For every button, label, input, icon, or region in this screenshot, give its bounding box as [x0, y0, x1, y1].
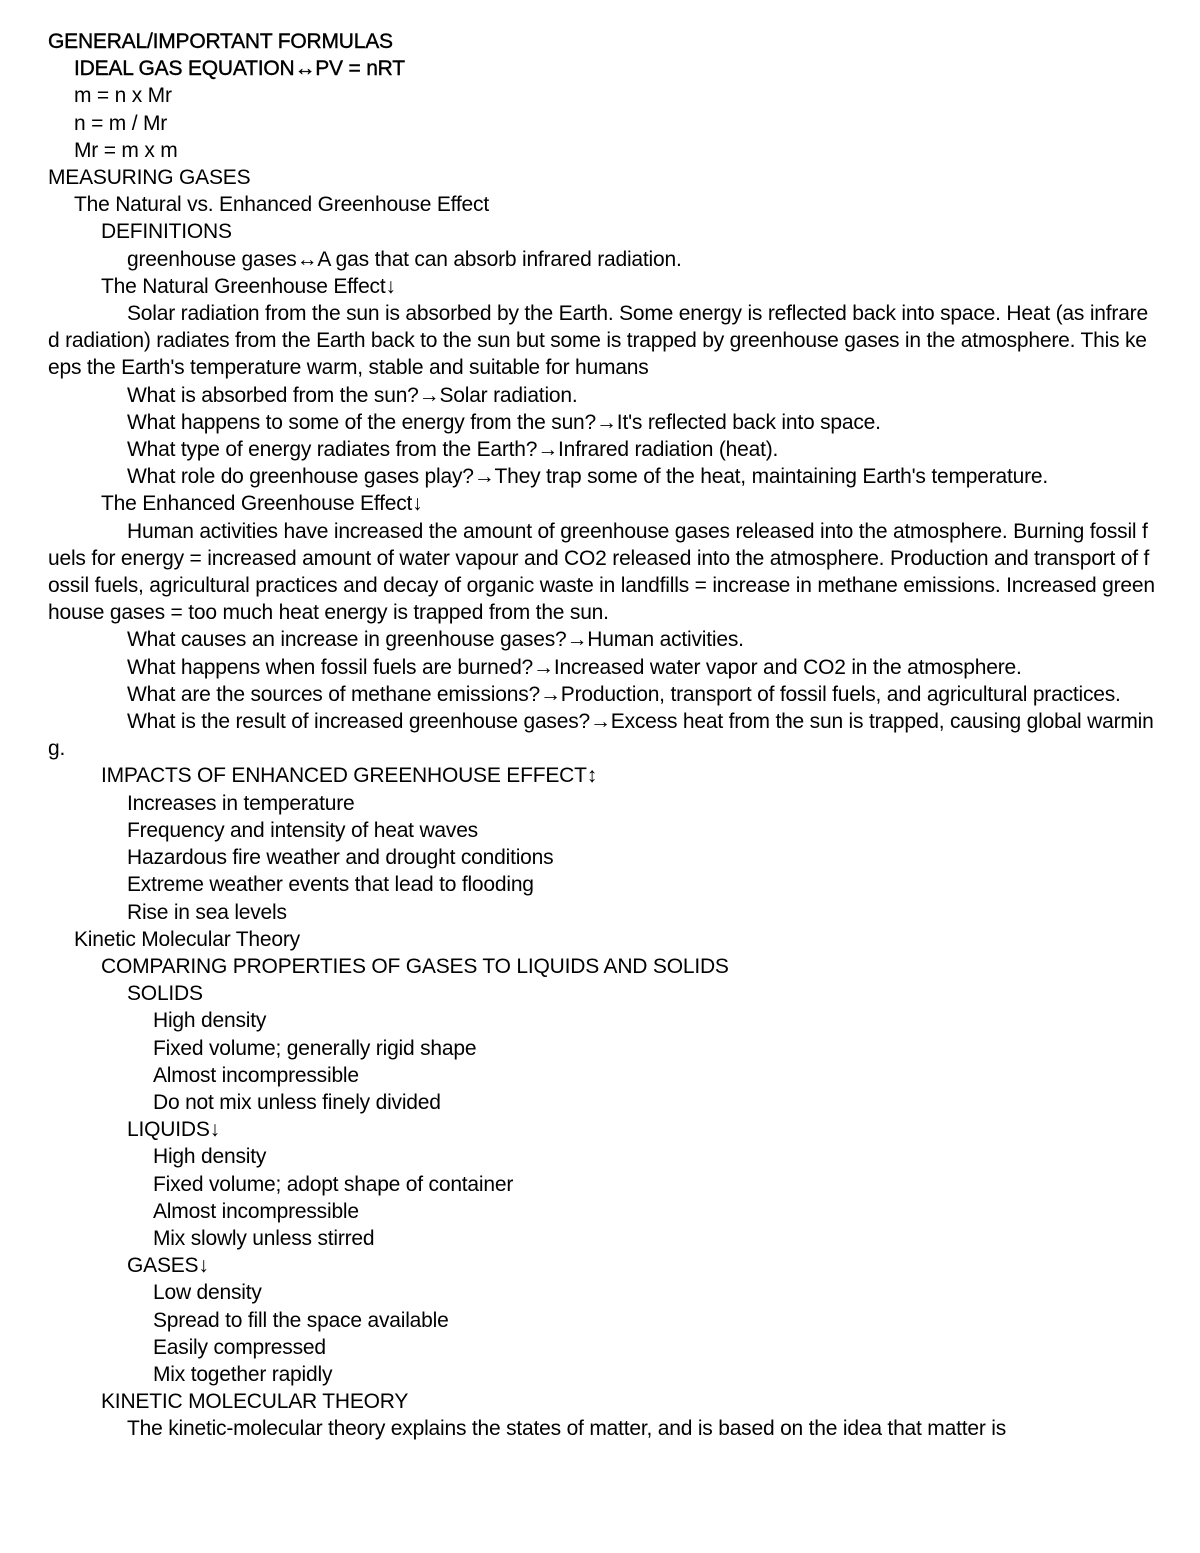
outline-line: Extreme weather events that lead to flooding — [127, 873, 534, 897]
outline-line: n = m / Mr — [74, 111, 168, 135]
outline-line: Frequency and intensity of heat waves — [127, 818, 478, 842]
outline-line: GASES↓ — [127, 1254, 209, 1278]
outline-line: Mix slowly unless stirred — [153, 1226, 375, 1250]
outline-line: Almost incompressible — [153, 1199, 359, 1223]
outline-line: Fixed volume; generally rigid shape — [153, 1036, 477, 1060]
outline-line: Solar radiation from the sun is absorbed by the Earth. Some energy is reflected back into space. Heat (as infrared radiation) radiates from the Earth back to the sun but some is trapped by greenhouse gases in the atmosphere. This keeps the Earth's temperature warm, stable and suitable for humans — [48, 302, 1148, 380]
outline-line: High density — [153, 1009, 267, 1033]
outline-line: Mix together rapidly — [153, 1362, 333, 1386]
outline-line: What happens when fossil fuels are burned?→Increased water vapor and CO2 in the atmosphere. — [127, 655, 1022, 679]
outline-line: Spread to fill the space available — [153, 1308, 449, 1332]
outline-document — [48, 28, 1158, 1443]
outline-line: Mr = m x m — [74, 138, 178, 162]
outline-line: DEFINITIONS — [101, 220, 232, 244]
outline-line: What are the sources of methane emissions?→Production, transport of fossil fuels, and agricultural practices. — [127, 682, 1121, 706]
outline-line: The Enhanced Greenhouse Effect↓ — [101, 492, 423, 516]
outline-line: SOLIDS — [127, 982, 203, 1006]
outline-line: Rise in sea levels — [127, 900, 287, 924]
outline-line: Human activities have increased the amount of greenhouse gases released into the atmosphere. Burning fossil fuels for energy = increased amount of water vapour and CO2 released into the atmosphere. Production and transport of fossil fuels, agricultural practices and decay of organic waste in landfills = increase in methane emissions. Increased greenhouse gases = too much heat energy is trapped from the sun. — [48, 519, 1155, 625]
outline-line: Fixed volume; adopt shape of container — [153, 1172, 514, 1196]
outline-line: greenhouse gases↔A gas that can absorb infrared radiation. — [127, 247, 682, 271]
outline-line: m = n x Mr — [74, 84, 172, 108]
outline-line: Do not mix unless finely divided — [153, 1090, 441, 1114]
outline-line: Kinetic Molecular Theory — [74, 927, 300, 951]
outline-line: LIQUIDS↓ — [127, 1118, 220, 1142]
outline-line: IDEAL GAS EQUATION↔PV = nRT — [74, 57, 405, 81]
outline-line: Increases in temperature — [127, 791, 355, 815]
outline-line: What is absorbed from the sun?→Solar radiation. — [127, 383, 578, 407]
outline-line: Hazardous fire weather and drought conditions — [127, 846, 554, 870]
outline-line: MEASURING GASES — [48, 166, 251, 190]
outline-line: What type of energy radiates from the Earth?→Infrared radiation (heat). — [127, 438, 779, 462]
outline-line: GENERAL/IMPORTANT FORMULAS — [48, 30, 393, 53]
outline-line: COMPARING PROPERTIES OF GASES TO LIQUIDS AND SOLIDS — [101, 954, 729, 978]
outline-line: Easily compressed — [153, 1335, 326, 1359]
outline-line: What role do greenhouse gases play?→They trap some of the heat, maintaining Earth's temperature. — [127, 465, 1049, 489]
outline-line: What happens to some of the energy from the sun?→It's reflected back into space. — [127, 410, 881, 434]
outline-line: Low density — [153, 1281, 262, 1305]
outline-line: IMPACTS OF ENHANCED GREENHOUSE EFFECT↕ — [101, 764, 598, 788]
outline-line: The Natural Greenhouse Effect↓ — [101, 274, 396, 298]
outline-line: What is the result of increased greenhouse gases?→Excess heat from the sun is trapped, causing global warming. — [48, 710, 1154, 761]
outline-line: The kinetic-molecular theory explains the states of matter, and is based on the idea that matter is — [127, 1417, 1007, 1441]
outline-line: The Natural vs. Enhanced Greenhouse Effect — [74, 193, 489, 217]
outline-line: Almost incompressible — [153, 1063, 359, 1087]
outline-line: KINETIC MOLECULAR THEORY — [101, 1390, 409, 1414]
outline-line: What causes an increase in greenhouse gases?→Human activities. — [127, 628, 744, 652]
outline-line: High density — [153, 1145, 267, 1169]
